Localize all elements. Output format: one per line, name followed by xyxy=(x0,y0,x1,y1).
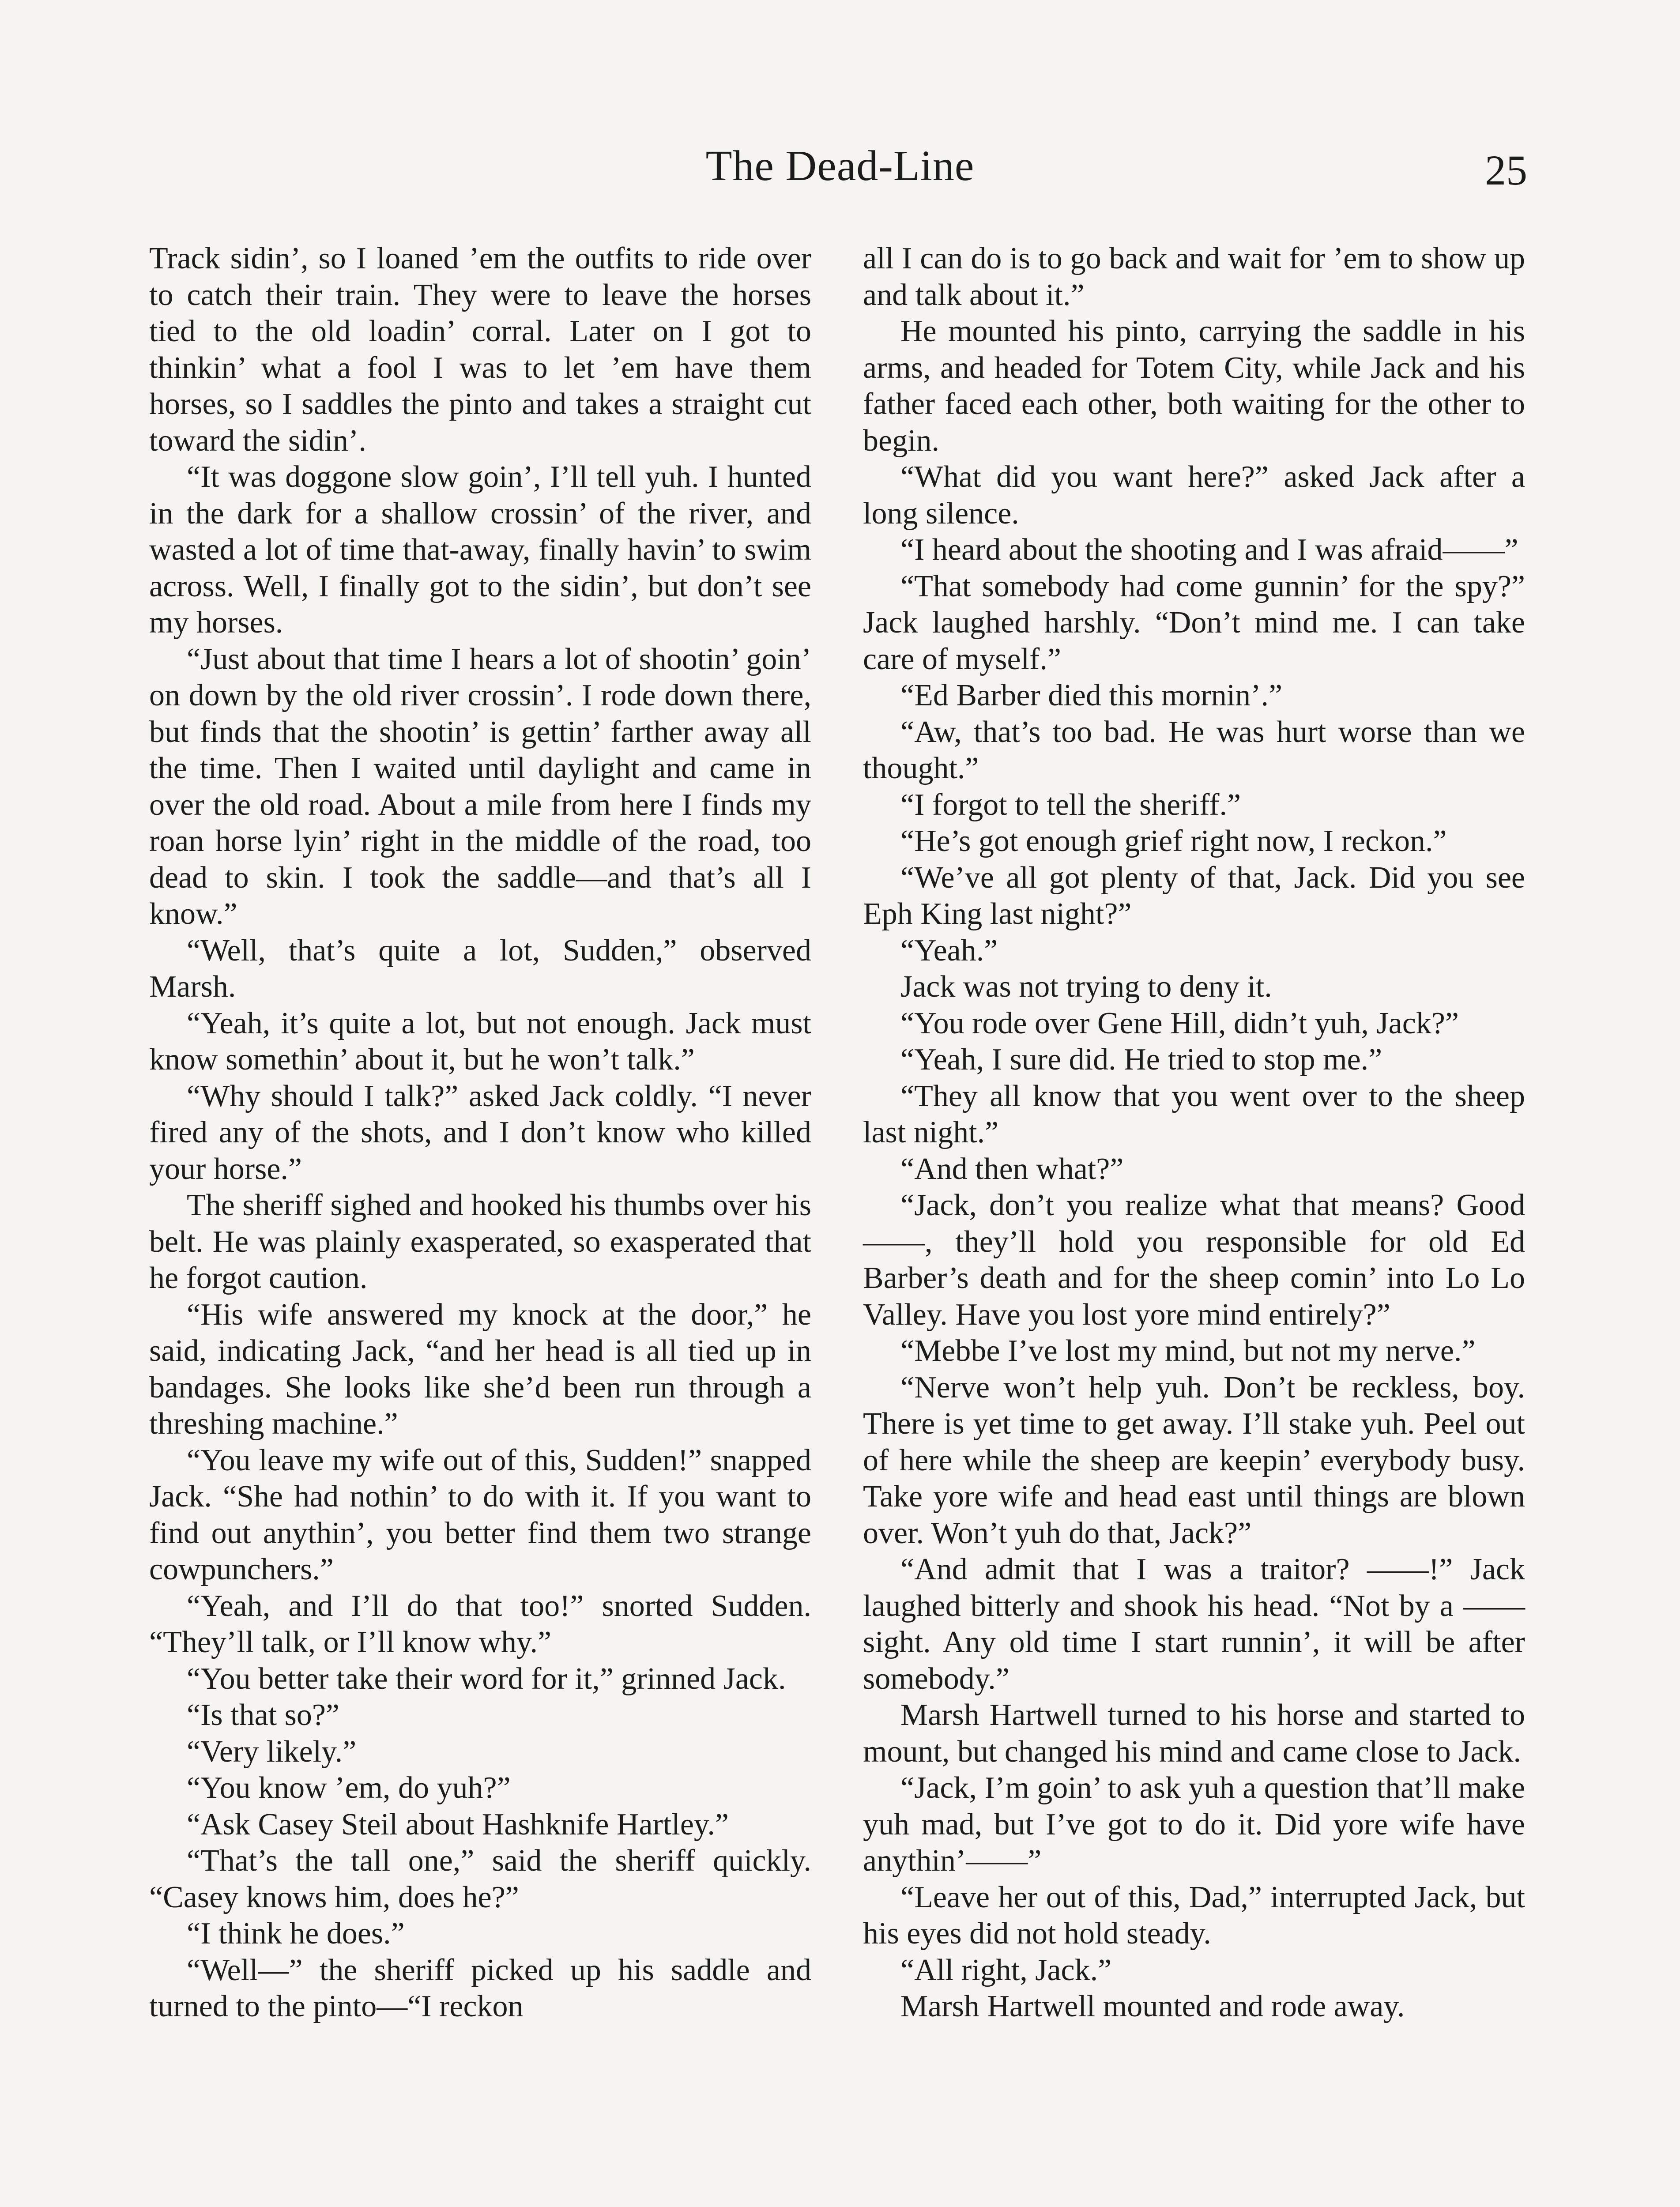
paragraph: “I heard about the shooting and I was afraid——” xyxy=(900,533,1518,567)
paragraph: “Nerve won’t help yuh. Don’t be reckless, boy. There is yet time to get away. I’ll stake yuh. Peel out of here while the sheep are keepin’ everybody busy. Take yore wife and head east until things are blown over. Won’t yuh do that, Jack?” xyxy=(863,1370,1525,1550)
paragraph: “Ed Barber died this mornin’.” xyxy=(900,678,1283,712)
paragraph: “You know ’em, do yuh?” xyxy=(187,1771,511,1805)
paragraph: “He’s got enough grief right now, I reckon.” xyxy=(900,824,1447,858)
paragraph: “Well—” the sheriff picked up his saddle and turned to the pinto—“I reckon xyxy=(149,1953,811,2023)
paragraph: “And then what?” xyxy=(900,1152,1124,1186)
paragraph: “All right, Jack.” xyxy=(900,1953,1112,1987)
paragraph: “Yeah.” xyxy=(900,933,998,968)
paragraph: “Very likely.” xyxy=(187,1734,357,1769)
page-number: 25 xyxy=(1485,147,1527,194)
paragraph: Marsh Hartwell mounted and rode away. xyxy=(900,1989,1405,2023)
paragraph: all I can do is to go back and wait for ’em to show up and talk about it.” xyxy=(863,241,1525,312)
right-text-column xyxy=(863,241,1525,2025)
paragraph: “Is that so?” xyxy=(187,1698,339,1732)
paragraph: “I think he does.” xyxy=(187,1917,405,1951)
paragraph: The sheriff sighed and hooked his thumbs over his belt. He was plainly exasperated, so exasperated that he forgot caution. xyxy=(149,1188,811,1295)
paragraph: “Aw, that’s too bad. He was hurt worse than we thought.” xyxy=(863,715,1525,785)
paragraph: “You rode over Gene Hill, didn’t yuh, Jack?” xyxy=(900,1006,1459,1040)
paragraph: “And admit that I was a traitor? ——!” Jack laughed bitterly and shook his head. “Not by a —— sight. Any old time I start runnin’, it will be after somebody.” xyxy=(863,1552,1525,1696)
paragraph: “What did you want here?” asked Jack after a long silence. xyxy=(863,460,1525,531)
paragraph: “I forgot to tell the sheriff.” xyxy=(900,787,1241,822)
paragraph: “We’ve all got plenty of that, Jack. Did you see Eph King last night?” xyxy=(863,860,1525,931)
paragraph: “Yeah, and I’ll do that too!” snorted Sudden. “They’ll talk, or I’ll know why.” xyxy=(149,1589,811,1659)
paragraph: “Yeah, it’s quite a lot, but not enough. Jack must know somethin’ about it, but he won’t talk.” xyxy=(149,1006,811,1077)
paragraph: Marsh Hartwell turned to his horse and started to mount, but changed his mind and came close to Jack. xyxy=(863,1698,1525,1769)
paragraph: Jack was not trying to deny it. xyxy=(900,970,1272,1004)
paragraph: “Well, that’s quite a lot, Sudden,” observed Marsh. xyxy=(149,933,811,1004)
paragraph: “His wife answered my knock at the door,” he said, indicating Jack, “and her head is all tied up in bandages. She looks like she’d been run through a threshing machine.” xyxy=(149,1297,811,1441)
paragraph: “You better take their word for it,” grinned Jack. xyxy=(187,1661,786,1696)
running-title: The Dead-Line xyxy=(705,142,975,190)
paragraph: “They all know that you went over to the sheep last night.” xyxy=(863,1079,1525,1149)
paragraph: He mounted his pinto, carrying the saddle in his arms, and headed for Totem City, while Jack and his father faced each other, both waiting for the other to begin. xyxy=(863,314,1525,458)
paragraph: “That somebody had come gunnin’ for the spy?” Jack laughed harshly. “Don’t mind me. I can take care of myself.” xyxy=(863,569,1525,676)
left-text-column xyxy=(149,241,811,2025)
paragraph: “Jack, don’t you realize what that means? Good ——, they’ll hold you responsible for old Ed Barber’s death and for the sheep comin’ into Lo Lo Valley. Have you lost yore mind entirely?” xyxy=(863,1188,1525,1332)
paragraph: “Ask Casey Steil about Hashknife Hartley.” xyxy=(187,1807,729,1842)
paragraph: “You leave my wife out of this, Sudden!” snapped Jack. “She had nothin’ to do with it. If you want to find out anythin’, you better find them two strange cowpunchers.” xyxy=(149,1443,811,1586)
paragraph: Track sidin’, so I loaned ’em the outfits to ride over to catch their train. They were to leave the horses tied to the old loadin’ corral. Later on I got to thinkin’ what a fool I was to let ’em have them horses, so I saddles the pinto and takes a straight cut toward the sidin’. xyxy=(149,241,811,458)
paragraph: “Why should I talk?” asked Jack coldly. “I never fired any of the shots, and I don’t know who killed your horse.” xyxy=(149,1079,811,1186)
paragraph: “Mebbe I’ve lost my mind, but not my nerve.” xyxy=(900,1334,1476,1368)
paragraph: “It was doggone slow goin’, I’ll tell yuh. I hunted in the dark for a shallow crossin’ of the river, and wasted a lot of time that-away, finally havin’ to swim across. Well, I finally got to the sidin’, but don’t see my horses. xyxy=(149,460,811,640)
paragraph: “Yeah, I sure did. He tried to stop me.” xyxy=(900,1043,1382,1077)
paragraph: “Leave her out of this, Dad,” interrupted Jack, but his eyes did not hold steady. xyxy=(863,1880,1525,1951)
paragraph: “Just about that time I hears a lot of shootin’ goin’ on down by the old river crossin’. I rode down there, but finds that the shootin’ is gettin’ farther away all the time. Then I waited until daylight and came in over the old road. About a mile from here I finds my roan horse lyin’ right in the middle of the road, too dead to skin. I took the saddle—and that’s all I know.” xyxy=(149,642,811,931)
paragraph: “Jack, I’m goin’ to ask yuh a question that’ll make yuh mad, but I’ve got to do it. Did yore wife have anythin’——” xyxy=(863,1771,1525,1878)
paragraph: “That’s the tall one,” said the sheriff quickly. “Casey knows him, does he?” xyxy=(149,1844,811,1914)
